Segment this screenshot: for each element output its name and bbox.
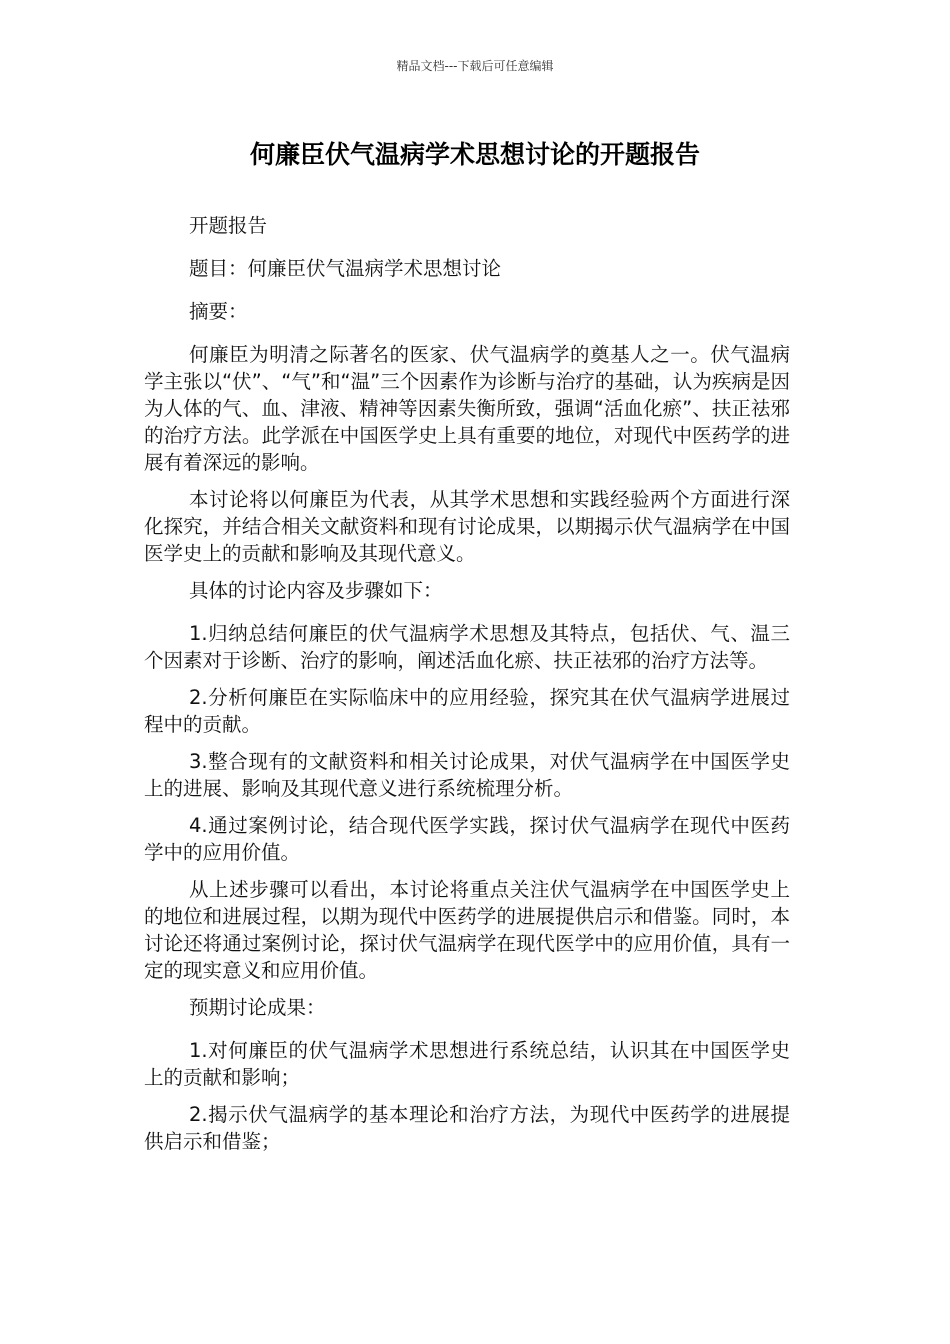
paragraph-step-4: 4.通过案例讨论，结合现代医学实践，探讨伏气温病学在现代中医药学中的应用价值。 <box>144 814 790 864</box>
document-body <box>144 212 790 1165</box>
paragraph-expected-results-label: 预期讨论成果： <box>189 996 326 1019</box>
paragraph-steps-intro: 具体的讨论内容及步骤如下： <box>189 579 443 602</box>
paragraph-step-1: 1.归纳总结何廉臣的伏气温病学术思想及其特点，包括伏、气、温三个因素对于诊断、治疗的影响，阐述活血化瘀、扶正祛邪的治疗方法等。 <box>144 622 790 672</box>
header-note: 精品文档---下载后可任意编辑 <box>396 59 554 73</box>
paragraph-step-3: 3.整合现有的文献资料和相关讨论成果，对伏气温病学在中国医学史上的进展、影响及其现代意义进行系统梳理分析。 <box>144 750 790 800</box>
paragraph-result-1: 1.对何廉臣的伏气温病学术思想进行系统总结，认识其在中国医学史上的贡献和影响； <box>144 1039 790 1089</box>
document-title: 何廉臣伏气温病学术思想讨论的开题报告 <box>249 140 700 169</box>
paragraph-result-2: 2.揭示伏气温病学的基本理论和治疗方法，为现代中医药学的进展提供启示和借鉴； <box>144 1103 790 1153</box>
paragraph-step-2: 2.分析何廉臣在实际临床中的应用经验，探究其在伏气温病学进展过程中的贡献。 <box>144 686 790 736</box>
paragraph-summary: 从上述步骤可以看出，本讨论将重点关注伏气温病学在中国医学史上的地位和进展过程，以期为现代中医药学的进展提供启示和借鉴。同时，本讨论还将通过案例讨论，探讨伏气温病学在现代医学中的应用价值，具有一定的现实意义和应用价值。 <box>144 878 790 982</box>
paragraph-abstract: 何廉臣为明清之际著名的医家、伏气温病学的奠基人之一。伏气温病学主张以“伏”、“气”和“温”三个因素作为诊断与治疗的基础，认为疾病是因为人体的气、血、津液、精神等因素失衡所致，强调“活血化瘀”、扶正祛邪的治疗方法。此学派在中国医学史上具有重要的地位，对现代中医药学的进展有着深远的影响。 <box>144 343 790 474</box>
paragraph-report-label: 开题报告 <box>189 214 268 237</box>
paragraph-abstract-label: 摘要： <box>189 300 248 323</box>
paragraph-topic: 题目：何廉臣伏气温病学术思想讨论 <box>189 257 502 280</box>
paragraph-research-aim: 本讨论将以何廉臣为代表，从其学术思想和实践经验两个方面进行深化探究，并结合相关文献资料和现有讨论成果，以期揭示伏气温病学在中国医学史上的贡献和影响及其现代意义。 <box>144 488 790 565</box>
